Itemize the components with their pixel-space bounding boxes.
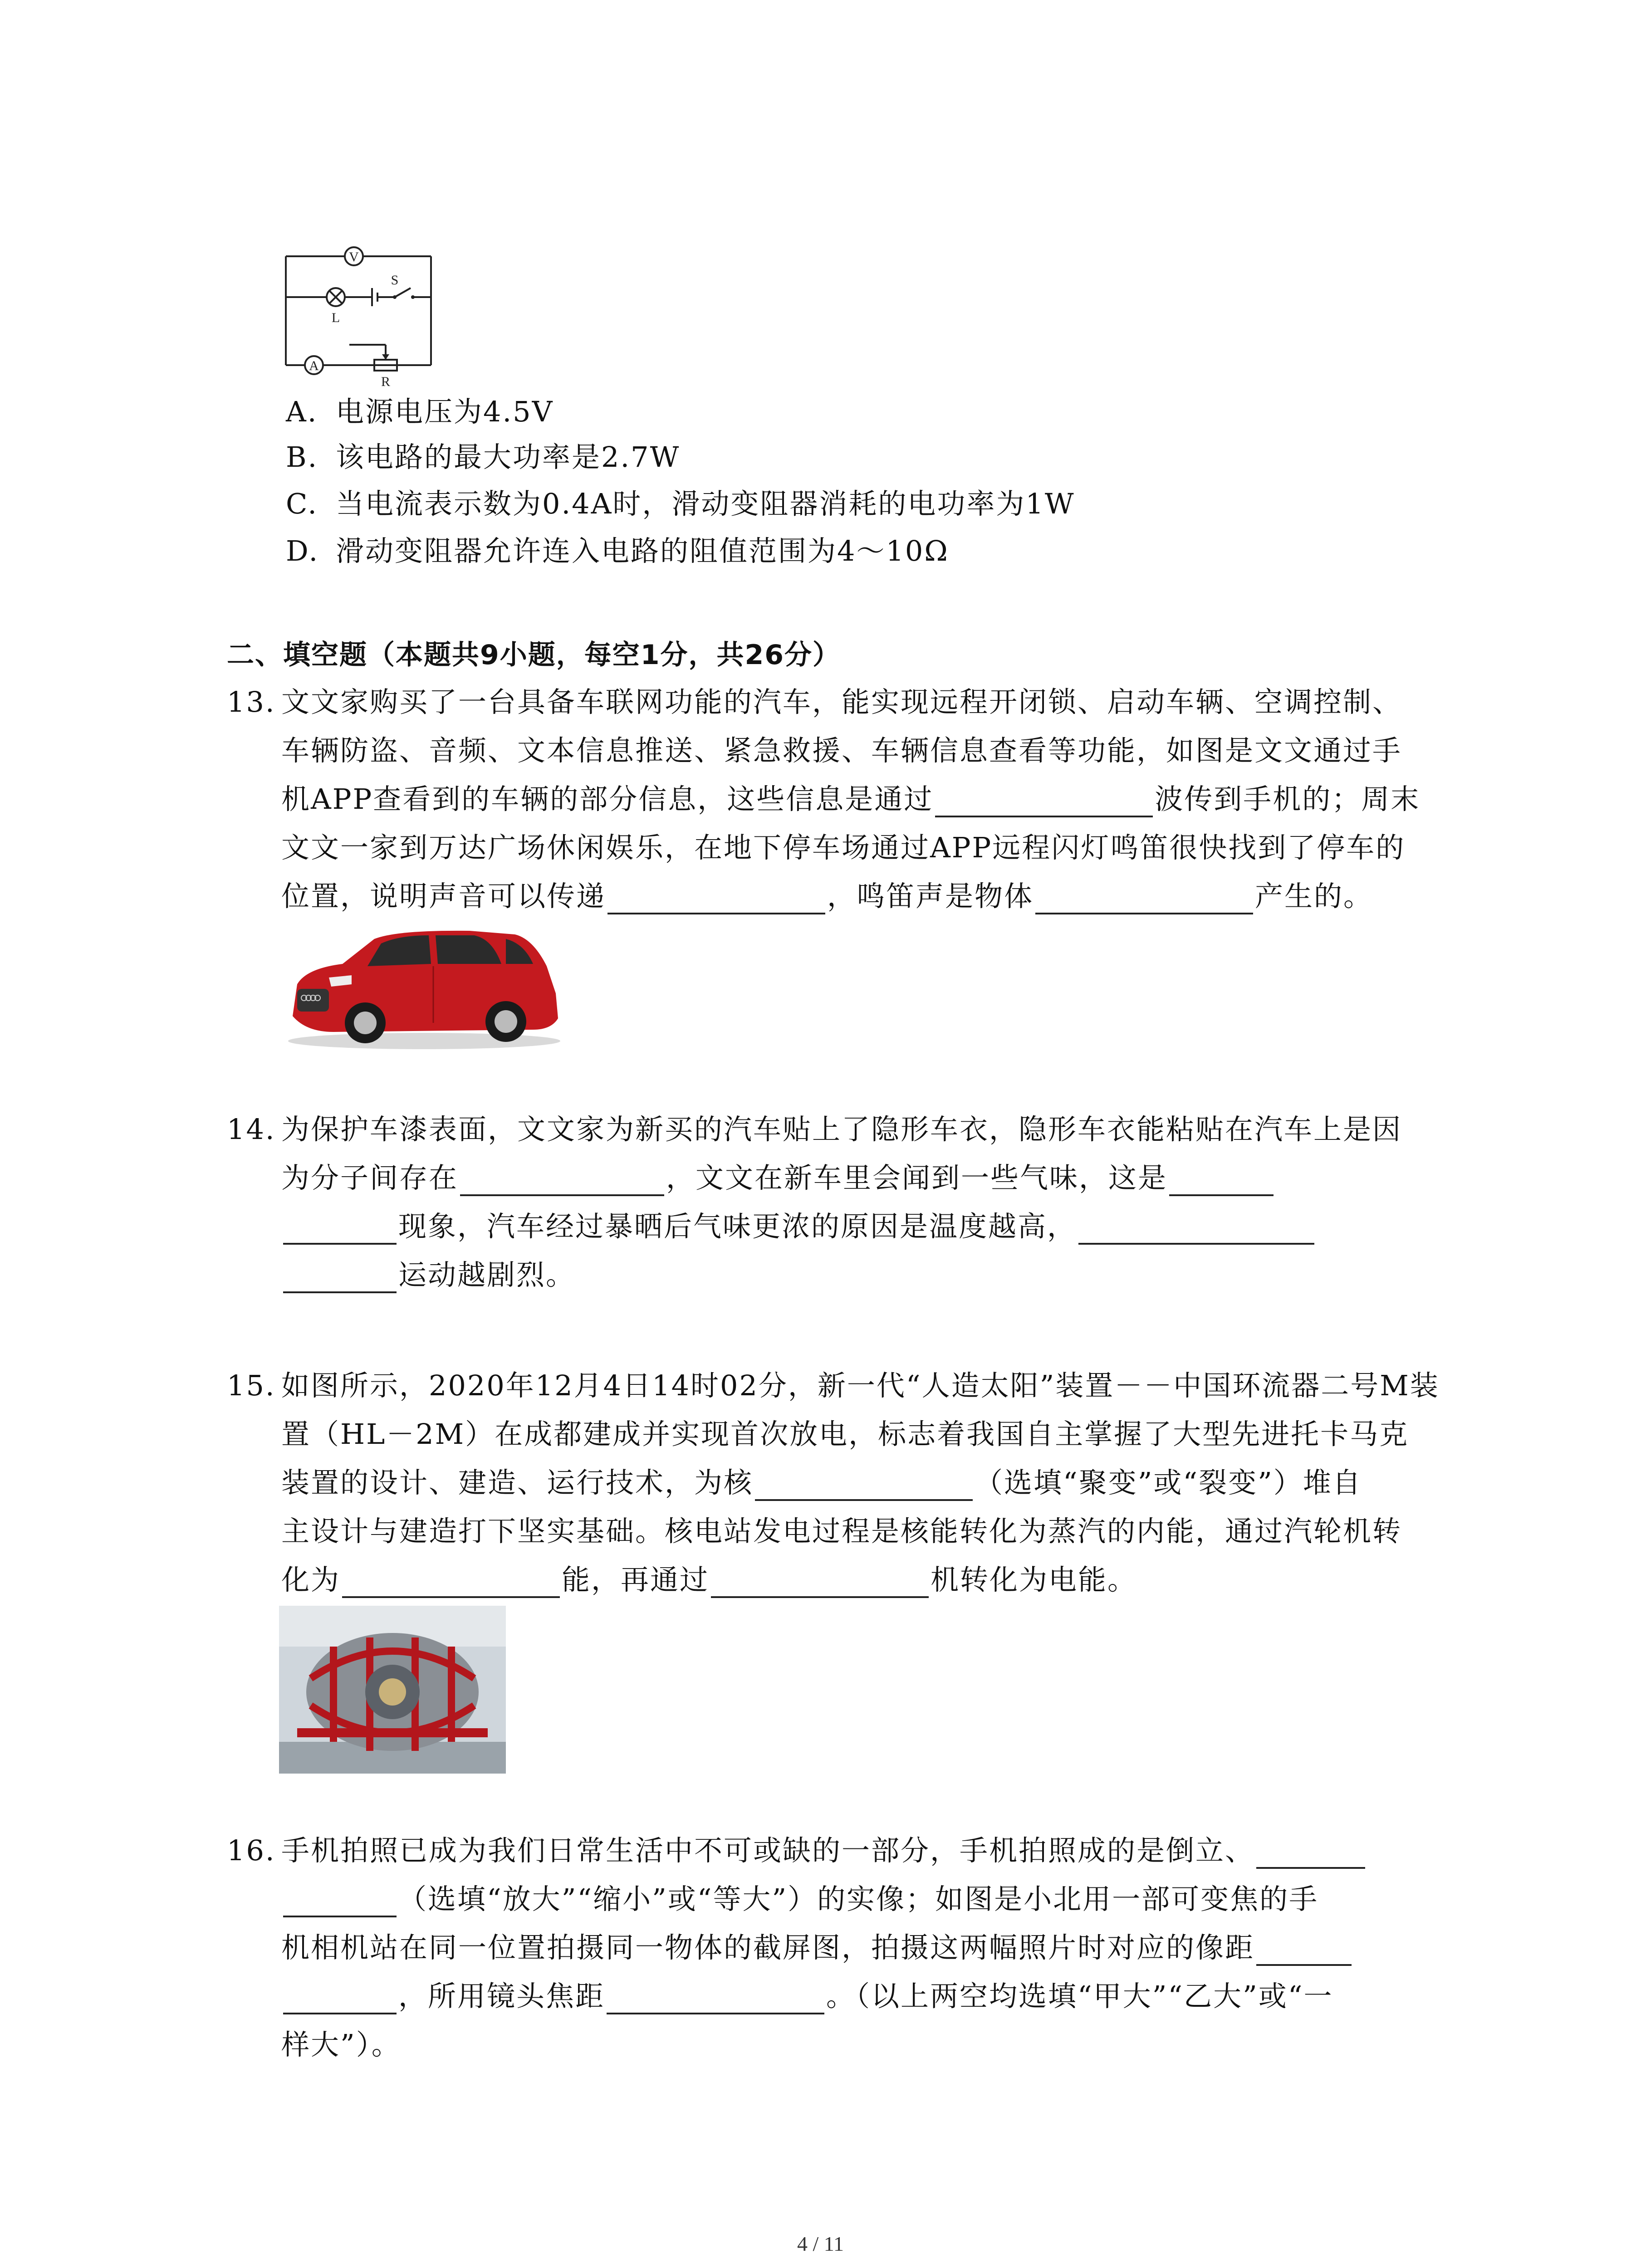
q15-line-3 — [281, 1465, 1362, 1501]
q14-line-4 — [281, 1257, 575, 1293]
switch-label: S — [391, 273, 399, 288]
q13-line-3 — [281, 781, 1420, 817]
q13-number: 13. — [227, 685, 276, 719]
q16-blank-3[interactable] — [607, 1981, 824, 2014]
q13-blank-1[interactable] — [935, 784, 1153, 817]
voltmeter-label: V — [349, 249, 359, 264]
q16-text-1: 手机拍照已成为我们日常生活中不可或缺的一部分，手机拍照成的是倒立、 — [281, 1834, 1255, 1867]
q16-text-5: 样大”）。 — [281, 2028, 401, 2061]
q14-text-3a: 现象，汽车经过暴晒后气味更浓的原因是温度越高， — [398, 1210, 1077, 1243]
q14-line-1 — [227, 1111, 1402, 1148]
q14-line-3 — [281, 1208, 1316, 1245]
tokamak-device-image — [279, 1606, 506, 1774]
q15-text-5a: 化为 — [281, 1563, 341, 1596]
option-b — [286, 439, 680, 475]
option-c-text: 当电流表示数为0.4A时，滑动变阻器消耗的电功率为1W — [336, 487, 1075, 520]
q13-text-2: 车辆防盗、音频、文本信息推送、紧急救援、车辆信息查看等功能，如图是文文通过手 — [281, 734, 1402, 767]
q15-text-4: 主设计与建造打下坚实基础。核电站发电过程是核能转化为蒸汽的内能，通过汽轮机转 — [281, 1515, 1402, 1548]
red-car-image — [279, 925, 569, 1052]
q15-text-2: 置（HL－2M）在成都建成并实现首次放电，标志着我国自主掌握了大型先进托卡马克 — [281, 1418, 1409, 1451]
q16-text-4a: ，所用镜头焦距 — [398, 1980, 605, 2013]
option-a-text: 电源电压为4.5V — [336, 395, 554, 428]
q13-line-5 — [281, 878, 1373, 914]
section-title: 二、填空题（本题共9小题，每空1分，共26分） — [227, 639, 841, 671]
q15-blank-2[interactable] — [342, 1564, 560, 1598]
q15-number: 15. — [227, 1369, 276, 1402]
option-b-label: B. — [286, 440, 318, 474]
q16-blank-2b[interactable] — [283, 1981, 397, 2014]
q13-line-4 — [281, 830, 1405, 866]
q14-number: 14. — [227, 1113, 276, 1146]
q13-text-5c: 产生的。 — [1255, 880, 1373, 913]
q15-line-2 — [281, 1416, 1409, 1452]
option-a-label: A. — [286, 395, 318, 428]
q14-blank-2a[interactable] — [1169, 1163, 1274, 1196]
q15-text-5b: 能，再通过 — [562, 1563, 710, 1596]
q14-blank-3a[interactable] — [1078, 1211, 1314, 1245]
q14-blank-2b[interactable] — [283, 1211, 397, 1245]
q15-line-5 — [281, 1562, 1137, 1598]
q13-text-3b: 波传到手机的；周末 — [1155, 782, 1421, 816]
q15-text-5c: 机转化为电能。 — [931, 1563, 1137, 1596]
q13-text-4: 文文一家到万达广场休闲娱乐，在地下停车场通过APP远程闪灯鸣笛很快找到了停车的 — [281, 831, 1406, 864]
q13-text-5a: 位置，说明声音可以传递 — [281, 880, 606, 913]
q16-line-4 — [281, 1978, 1333, 2014]
q16-blank-1a[interactable] — [1256, 1835, 1365, 1869]
q16-text-4b: 。（以上两空均选填“甲大”“乙大”或“一 — [826, 1980, 1333, 2013]
option-a — [286, 394, 554, 430]
lamp-label: L — [331, 310, 340, 325]
q13-text-5b: ，鸣笛声是物体 — [827, 880, 1034, 913]
q16-blank-1b[interactable] — [283, 1884, 397, 1917]
q16-line-1 — [227, 1833, 1367, 1869]
q16-text-3: 机相机站在同一位置拍摄同一物体的截屏图，拍摄这两幅照片时对应的像距 — [281, 1931, 1255, 1964]
q13-line-2 — [281, 733, 1402, 769]
q16-blank-2a[interactable] — [1256, 1932, 1352, 1966]
q16-line-3 — [281, 1930, 1353, 1966]
page-number: 4 / 11 — [797, 2232, 844, 2255]
q14-line-2 — [281, 1160, 1275, 1196]
ammeter-label: A — [309, 358, 319, 373]
q16-line-5 — [281, 2027, 401, 2063]
q13-text-3a: 机APP查看到的车辆的部分信息，这些信息是通过 — [281, 782, 934, 816]
q15-line-1 — [227, 1368, 1440, 1404]
rheostat-label: R — [381, 374, 391, 388]
circuit-diagram — [281, 243, 445, 388]
option-d-text: 滑动变阻器允许连入电路的阻值范围为4～10Ω — [336, 534, 949, 567]
q14-text-1: 为保护车漆表面，文文家为新买的汽车贴上了隐形车衣，隐形车衣能粘贴在汽车上是因 — [281, 1113, 1402, 1146]
q15-line-4 — [281, 1513, 1402, 1549]
q15-text-3a: 装置的设计、建造、运行技术，为核 — [281, 1466, 754, 1499]
q16-text-2: （选填“放大”“缩小”或“等大”）的实像；如图是小北用一部可变焦的手 — [398, 1882, 1319, 1916]
option-d-label: D. — [286, 534, 319, 567]
q14-blank-1[interactable] — [460, 1163, 664, 1196]
q15-text-1: 如图所示，2020年12月4日14时02分，新一代“人造太阳”装置－－中国环流器二号M装 — [281, 1369, 1440, 1402]
q13-text-1: 文文家购买了一台具备车联网功能的汽车，能实现远程开闭锁、启动车辆、空调控制、 — [281, 685, 1402, 719]
q13-line-1 — [227, 684, 1402, 720]
option-c — [286, 486, 1075, 522]
option-b-text: 该电路的最大功率是2.7W — [336, 440, 681, 474]
q13-blank-2[interactable] — [607, 881, 825, 914]
q14-text-2a: 为分子间存在 — [281, 1161, 459, 1194]
q14-blank-3b[interactable] — [283, 1260, 397, 1293]
q16-line-2 — [281, 1881, 1318, 1917]
q14-text-4: 运动越剧烈。 — [398, 1258, 576, 1291]
q14-text-2b: ，文文在新车里会闻到一些气味，这是 — [666, 1161, 1168, 1194]
q16-number: 16. — [227, 1834, 276, 1867]
option-d — [286, 533, 949, 569]
q13-blank-3[interactable] — [1035, 881, 1253, 914]
q15-blank-3[interactable] — [711, 1564, 929, 1598]
q15-text-3b: （选填“聚变”或“裂变”）堆自 — [975, 1466, 1362, 1499]
q15-blank-1[interactable] — [755, 1467, 973, 1501]
option-c-label: C. — [286, 487, 318, 520]
